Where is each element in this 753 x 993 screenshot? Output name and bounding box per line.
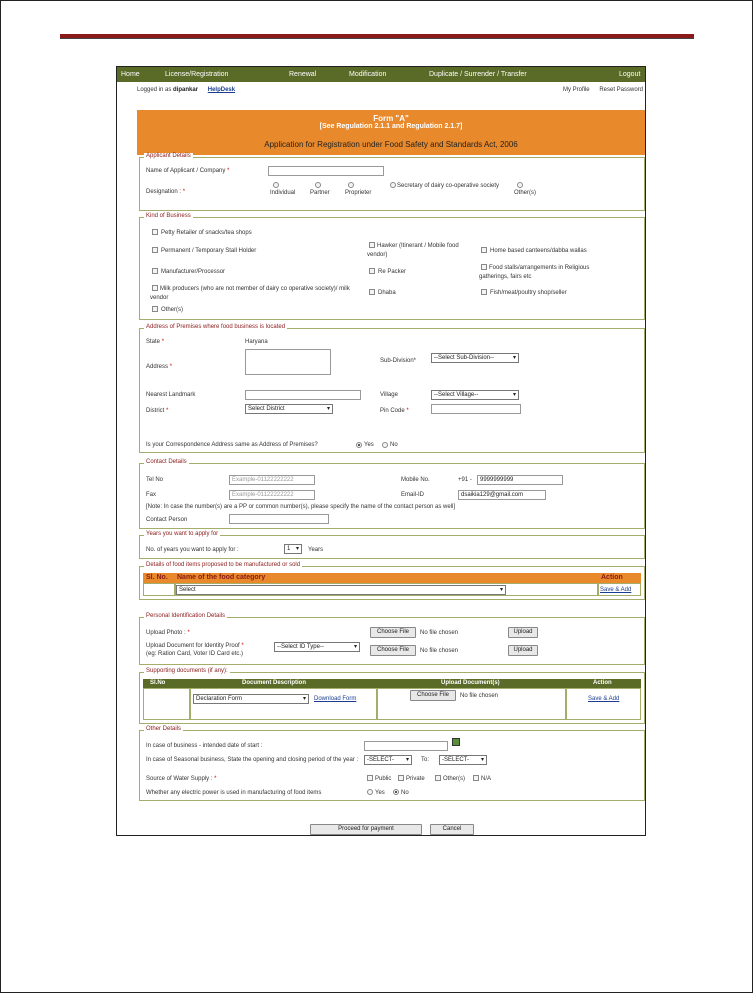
nav-logout[interactable]: Logout [619, 71, 641, 78]
business-stall-checkbox[interactable] [152, 247, 158, 253]
screenshot-frame [116, 66, 646, 836]
email-input[interactable]: dsaikia129@gmail.com [458, 490, 546, 500]
landmark-input[interactable] [245, 390, 361, 400]
water-na-checkbox[interactable] [473, 775, 479, 781]
my-profile-link[interactable]: My Profile [562, 87, 590, 93]
subdivision-select[interactable]: --Select Sub-Division-- ▾ [431, 353, 519, 363]
supporting-table-header: Sl.No Document Description Upload Document(s) Action [143, 679, 641, 688]
food-table-header: Sl. No. Name of the food category Action [143, 573, 641, 583]
business-manufacturer-checkbox[interactable] [152, 268, 158, 274]
years-select[interactable]: 1 ▾ [284, 544, 302, 554]
reset-password-link[interactable]: Reset Password [599, 87, 643, 93]
designation-partner-radio[interactable] [315, 182, 321, 188]
nav-modification[interactable]: Modification [349, 71, 387, 78]
login-info: Logged in as dipankar HelpDesk [137, 87, 236, 93]
business-dhaba-checkbox[interactable] [369, 289, 375, 295]
document-description-select[interactable]: Declaration Form ▾ [193, 694, 309, 704]
form-title: Form "A" [373, 114, 409, 123]
nav-home[interactable]: Home [121, 71, 140, 78]
user-name: dipankar [173, 87, 199, 93]
nav-license[interactable]: License/Registration [165, 71, 229, 78]
food-save-add-link[interactable]: Save & Add [600, 587, 632, 593]
calendar-icon[interactable] [452, 738, 460, 746]
premises-section: Address of Premises where food business is located State * Haryana Address * Sub-Division* --Select Sub-Division-- ▾ Nearest Landmark Village --Select Village-- ▾ District * Select District ▾ Pin Code * Is your Correspondence Address same as Address of Premises? Yes No [139, 328, 645, 453]
contact-note: [Note: In case the number(s) are a PP or common number(s), please specify the name of the contact person as well] [146, 504, 456, 510]
personal-section: Personal Identification Details Upload Photo : * Choose File No file chosen Upload Upload Document for Identity Proof * (eg: Ration Card, Voter ID Card etc.) --Select ID Type-- ▾ Choose File No file chosen Upload [139, 617, 645, 665]
power-yes-radio[interactable] [367, 789, 373, 795]
contact-section: Contact Details Tel No Example-01122222222 Mobile No. +91 - 9999999999 Fax Example-01122222222 Email-ID dsaikia129@gmail.com [Note: In case the number(s) are a PP or common number(s), please specify the name of the contact person as well] Contact Person [139, 463, 645, 529]
correspondence-yes-radio[interactable] [356, 442, 362, 448]
designation-individual-radio[interactable] [273, 182, 279, 188]
business-other-checkbox[interactable] [152, 306, 158, 312]
form-header [137, 110, 645, 155]
fax-input[interactable]: Example-01122222222 [229, 490, 315, 500]
business-home-canteen-checkbox[interactable] [481, 247, 487, 253]
helpdesk-link[interactable]: HelpDesk [207, 87, 236, 93]
pincode-input[interactable] [431, 404, 521, 414]
id-choose-file-button[interactable]: Choose File [370, 645, 416, 656]
start-date-input[interactable] [364, 741, 448, 751]
business-section: Kind of Business Petty Retailer of snacks/tea shops Permanent / Temporary Stall Holder Hawker (Itinerant / Mobile food vendor) Home based canteens/dabba wallas Manufacturer/Processor Re Packer Food stalls/arrangements in Religious gatherings, fairs etc Milk producers (who are not member of dairy co operative society)/ milk vendor Dhaba Fish/meat/poultry shop/seller Other(s) [139, 217, 645, 320]
supporting-choose-file-button[interactable]: Choose File [410, 690, 456, 701]
contact-person-input[interactable] [229, 514, 329, 524]
district-select[interactable]: Select District ▾ [245, 404, 333, 414]
cancel-button[interactable]: Cancel [430, 824, 474, 835]
nav-renewal[interactable]: Renewal [289, 71, 317, 78]
business-petty-checkbox[interactable] [152, 229, 158, 235]
applicant-name-input[interactable] [268, 166, 384, 176]
other-section: Other Details In case of business - intended date of start : In case of Seasonal business, State the opening and closing period of the year : -SELECT- ▾ To: -SELECT- ▾ Source of Water Supply : * Public Private Other(s) N/A Whether any electric power is used in manufacturing of food items Yes No [139, 730, 645, 801]
tel-input[interactable]: Example-01122222222 [229, 475, 315, 485]
season-from-select[interactable]: -SELECT- ▾ [364, 755, 412, 765]
nav-duplicate[interactable]: Duplicate / Surrender / Transfer [429, 71, 527, 78]
designation-proprieter-radio[interactable] [348, 182, 354, 188]
form-regulation: [See Regulation 2.1.1 and Regulation 2.1.7] [319, 123, 463, 130]
form-subtitle: Application for Registration under Food Safety and Standards Act, 2006 [264, 140, 518, 149]
user-links [555, 87, 643, 93]
water-public-checkbox[interactable] [367, 775, 373, 781]
supporting-section: Supporting documents (if any): Sl.No Document Description Upload Document(s) Action Declaration Form ▾ Download Form Choose File No file chosen Save & Add [139, 672, 645, 724]
power-no-radio[interactable] [393, 789, 399, 795]
address-textarea[interactable] [245, 349, 331, 375]
water-private-checkbox[interactable] [398, 775, 404, 781]
village-select[interactable]: --Select Village-- ▾ [431, 390, 519, 400]
state-value: Haryana [245, 339, 268, 345]
mobile-input[interactable]: 9999999999 [477, 475, 563, 485]
header-rule [60, 34, 694, 39]
business-repacker-checkbox[interactable] [369, 268, 375, 274]
food-section: Details of food items proposed to be manufactured or sold Sl. No. Name of the food category Action Select ▾ Save & Add [139, 566, 645, 600]
photo-choose-file-button[interactable]: Choose File [370, 627, 416, 638]
id-upload-button[interactable]: Upload [508, 645, 538, 656]
food-category-select[interactable]: Select ▾ [176, 585, 506, 595]
photo-upload-button[interactable]: Upload [508, 627, 538, 638]
download-form-link[interactable]: Download Form [314, 696, 357, 702]
season-to-select[interactable]: -SELECT- ▾ [439, 755, 487, 765]
correspondence-no-radio[interactable] [382, 442, 388, 448]
water-other-checkbox[interactable] [435, 775, 441, 781]
designation-other-radio[interactable] [517, 182, 523, 188]
supporting-save-add-link[interactable]: Save & Add [588, 696, 620, 702]
applicant-section: Applicant Details Name of Applicant / Company * Designation : * Individual Partner Proprieter Secretary of dairy co-operative society Other(s) [139, 157, 645, 211]
years-section: Years you want to apply for No. of years you want to apply for : 1 ▾ Years [139, 535, 645, 559]
business-fish-checkbox[interactable] [481, 289, 487, 295]
main-nav [117, 67, 645, 82]
proceed-payment-button[interactable]: Proceed for payment [310, 824, 422, 835]
id-type-select[interactable]: --Select ID Type-- ▾ [274, 642, 360, 652]
